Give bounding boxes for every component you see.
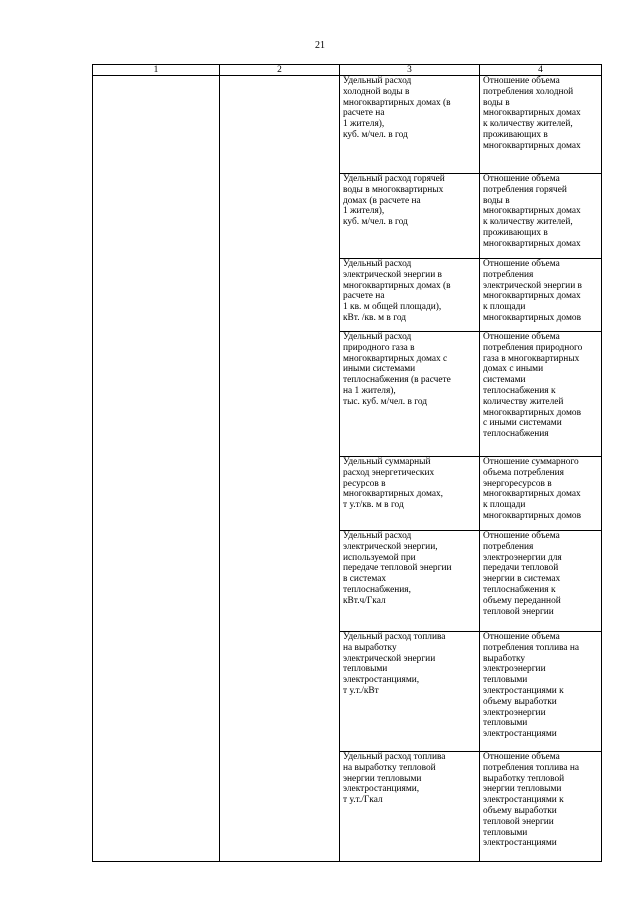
indicator-text: Удельный расход горячей воды в многоквартирных домах (в расчете на 1 жителя), куб. м/чел. в год <box>343 174 445 228</box>
column-header-4: 4 <box>480 65 602 76</box>
indicator-cell <box>340 531 480 632</box>
indicator-cell <box>340 457 480 531</box>
method-cell <box>480 632 602 752</box>
indicator-text: Удельный расход топлива на выработку электрической энергии тепловыми электростанциями, т у.т./кВт <box>343 632 446 696</box>
method-text: Отношение объема потребления электроэнергии для передачи тепловой энергии в системах теплоснабжения к объему переданной тепловой энергии <box>483 531 562 617</box>
method-text: Отношение объема потребления горячей воды в многоквартирных домах к количеству жителей, проживающих в многоквартирных домах <box>483 174 581 249</box>
method-cell <box>480 531 602 632</box>
method-text: Отношение суммарного объема потребления энергоресурсов в многоквартирных домах к площади многоквартирных домов <box>483 457 581 521</box>
column-header-2: 2 <box>220 65 340 76</box>
column-header-1: 1 <box>93 65 220 76</box>
method-text: Отношение объема потребления топлива на выработку электроэнергии тепловыми электростанциями к объему выработки электроэнергии тепловыми электростанциями <box>483 632 580 740</box>
method-text: Отношение объема потребления топлива на выработку тепловой энергии тепловыми электростанциями к объему выработки тепловой энергии тепловыми электростанциями <box>483 752 580 849</box>
method-cell <box>480 259 602 332</box>
method-cell <box>480 457 602 531</box>
column-1-cell <box>93 76 220 862</box>
column-2-cell <box>220 76 340 862</box>
method-text: Отношение объема потребления природного газа в многоквартирных домах с иными системами теплоснабжения к количеству жителей многоквартирных домов с иными системами теплоснабжения <box>483 332 583 440</box>
indicator-text: Удельный расход топлива на выработку тепловой энергии тепловыми электростанциями, т у.т./Гкал <box>343 752 446 806</box>
column-header-3: 3 <box>340 65 480 76</box>
page-number: 21 <box>315 40 325 51</box>
indicator-cell <box>340 259 480 332</box>
method-cell <box>480 76 602 174</box>
indicator-cell <box>340 752 480 862</box>
indicator-text: Удельный расход электрической энергии в многоквартирных домах (в расчете на 1 кв. м общей площади), кВт. /кв. м в год <box>343 259 451 323</box>
method-text: Отношение объема потребления электрической энергии в многоквартирных домах к площади многоквартирных домов <box>483 259 582 323</box>
indicators-table <box>92 64 602 862</box>
method-text: Отношение объема потребления холодной воды в многоквартирных домах к количеству жителей, проживающих в многоквартирных домах <box>483 76 581 151</box>
indicator-cell <box>340 332 480 457</box>
indicator-text: Удельный расход холодной воды в многоквартирных домах (в расчете на 1 жителя), куб. м/чел. в год <box>343 76 451 140</box>
indicator-cell <box>340 632 480 752</box>
indicator-text: Удельный суммарный расход энергетических ресурсов в многоквартирных домах, т у.т/кв. м в год <box>343 457 444 511</box>
indicator-cell <box>340 76 480 174</box>
method-cell <box>480 174 602 259</box>
indicator-text: Удельный расход электрической энергии, используемой при передаче тепловой энергии в системах теплоснабжения, кВт.ч/Гкал <box>343 531 452 606</box>
method-cell <box>480 332 602 457</box>
method-cell <box>480 752 602 862</box>
indicator-cell <box>340 174 480 259</box>
indicator-text: Удельный расход природного газа в многоквартирных домах с иными системами теплоснабжения (в расчете на 1 жителя), тыс. куб. м/чел. в год <box>343 332 451 407</box>
column-number-row <box>93 65 602 76</box>
table-row <box>93 76 602 174</box>
